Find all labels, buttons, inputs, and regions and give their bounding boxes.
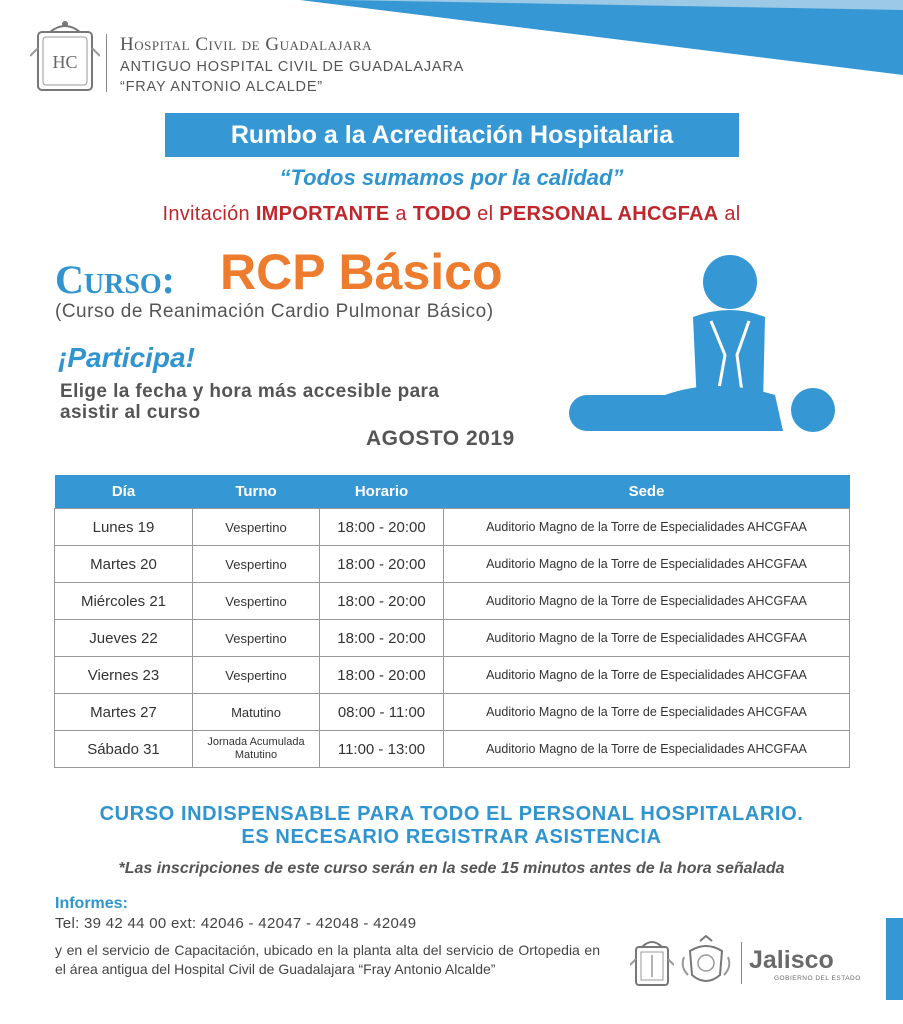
col-header-turno: Turno [193, 475, 320, 509]
cpr-illustration-icon [565, 255, 840, 440]
table-header-row [55, 475, 850, 509]
invite-text-2: a [389, 203, 413, 225]
col-header-sede: Sede [444, 475, 850, 509]
cell-sede: Auditorio Magno de la Torre de Especialidades AHCGFAA [444, 694, 850, 731]
cell-sede: Auditorio Magno de la Torre de Especialidades AHCGFAA [444, 583, 850, 620]
phone-info: Tel: 39 42 44 00 ext: 42046 - 42047 - 42048 - 42049 [55, 915, 417, 932]
invitation-line [0, 203, 903, 226]
cell-horario: 18:00 - 20:00 [320, 546, 444, 583]
cell-sede: Auditorio Magno de la Torre de Especialidades AHCGFAA [444, 546, 850, 583]
mandatory-notice-line1: CURSO INDISPENSABLE PARA TODO EL PERSONAL HOSPITALARIO. [99, 803, 804, 825]
cell-dia: Jueves 22 [55, 620, 193, 657]
cell-turno: Matutino [193, 694, 320, 731]
cell-horario: 18:00 - 20:00 [320, 583, 444, 620]
cell-dia: Lunes 19 [55, 509, 193, 546]
header-divider [106, 34, 107, 92]
jalisco-coat-of-arms-icon [680, 935, 732, 989]
hospital-seal-icon [30, 18, 100, 94]
inscriptions-note: *Las inscripciones de este curso serán en la sede 15 minutos antes de la hora señalada [118, 860, 785, 877]
col-header-dia: Día [55, 475, 193, 509]
invite-text-3: el [471, 203, 500, 225]
cell-horario: 18:00 - 20:00 [320, 509, 444, 546]
table-row [55, 731, 850, 768]
cell-sede: Auditorio Magno de la Torre de Especialidades AHCGFAA [444, 657, 850, 694]
invite-text-4: al [718, 203, 741, 225]
invite-bold-2: TODO [412, 203, 472, 225]
invite-bold-3: PERSONAL AHCGFAA [499, 203, 719, 225]
jalisco-divider [741, 942, 742, 984]
accreditation-banner: Rumbo a la Acreditación Hospitalaria [165, 113, 739, 157]
cell-turno: Vespertino [193, 657, 320, 694]
cell-sede: Auditorio Magno de la Torre de Especialidades AHCGFAA [444, 509, 850, 546]
seal-initials: HC [52, 52, 78, 72]
cell-dia: Martes 27 [55, 694, 193, 731]
choose-text-line1: Elige la fecha y hora más accesible para [60, 381, 440, 402]
table-row [55, 694, 850, 731]
cell-horario: 11:00 - 13:00 [320, 731, 444, 768]
cell-turno: Vespertino [193, 509, 320, 546]
participa-heading: ¡Participa! [58, 342, 195, 373]
cell-sede: Auditorio Magno de la Torre de Especialidades AHCGFAA [444, 731, 850, 768]
cell-horario: 08:00 - 11:00 [320, 694, 444, 731]
course-name: RCP Básico [220, 244, 503, 300]
mandatory-notice-line2: ES NECESARIO REGISTRAR ASISTENCIA [241, 826, 662, 848]
cell-horario: 18:00 - 20:00 [320, 620, 444, 657]
invite-bold-1: IMPORTANTE [255, 203, 390, 225]
choose-text-line2: asistir al curso [60, 402, 201, 423]
informes-label: Informes: [55, 895, 128, 912]
hospital-coat-of-arms-icon [630, 935, 674, 989]
course-subtitle: (Curso de Reanimación Cardio Pulmonar Básico) [55, 301, 494, 322]
service-location: y en el servicio de Capacitación, ubicado en la planta alta del servicio de Ortopedia en el área antigua del Hospital Civil de Guadalajara “Fray Antonio Alcalde” [55, 942, 600, 977]
cell-turno [193, 731, 320, 768]
table-row [55, 509, 850, 546]
footer-blue-bar [886, 918, 903, 1000]
table-row [55, 657, 850, 694]
col-header-horario: Horario [320, 475, 444, 509]
cell-sede: Auditorio Magno de la Torre de Especialidades AHCGFAA [444, 620, 850, 657]
invite-text-1: Invitación [162, 203, 256, 225]
course-label: Curso: [55, 257, 175, 302]
hospital-subname-2: “FRAY ANTONIO ALCALDE” [120, 79, 323, 95]
cell-turno: Vespertino [193, 546, 320, 583]
cell-dia: Martes 20 [55, 546, 193, 583]
schedule-table [54, 475, 850, 768]
slogan: “Todos sumamos por la calidad” [279, 165, 624, 190]
cell-turno: Vespertino [193, 620, 320, 657]
hospital-subname: ANTIGUO HOSPITAL CIVIL DE GUADALAJARA [120, 59, 465, 75]
cell-turno: Vespertino [193, 583, 320, 620]
cell-dia: Miércoles 21 [55, 583, 193, 620]
hospital-name: Hospital Civil de Guadalajara [120, 34, 372, 55]
cell-dia: Viernes 23 [55, 657, 193, 694]
cell-horario: 18:00 - 20:00 [320, 657, 444, 694]
cell-turno-line2: Matutino [234, 749, 278, 761]
gobierno-text: GOBIERNO DEL ESTADO [774, 975, 861, 982]
table-row [55, 583, 850, 620]
cell-turno-line1: Jornada Acumulada [207, 736, 305, 748]
course-month: AGOSTO 2019 [366, 427, 515, 450]
table-row [55, 620, 850, 657]
jalisco-logo-text: Jalisco [749, 946, 834, 974]
cell-dia: Sábado 31 [55, 731, 193, 768]
table-row [55, 546, 850, 583]
